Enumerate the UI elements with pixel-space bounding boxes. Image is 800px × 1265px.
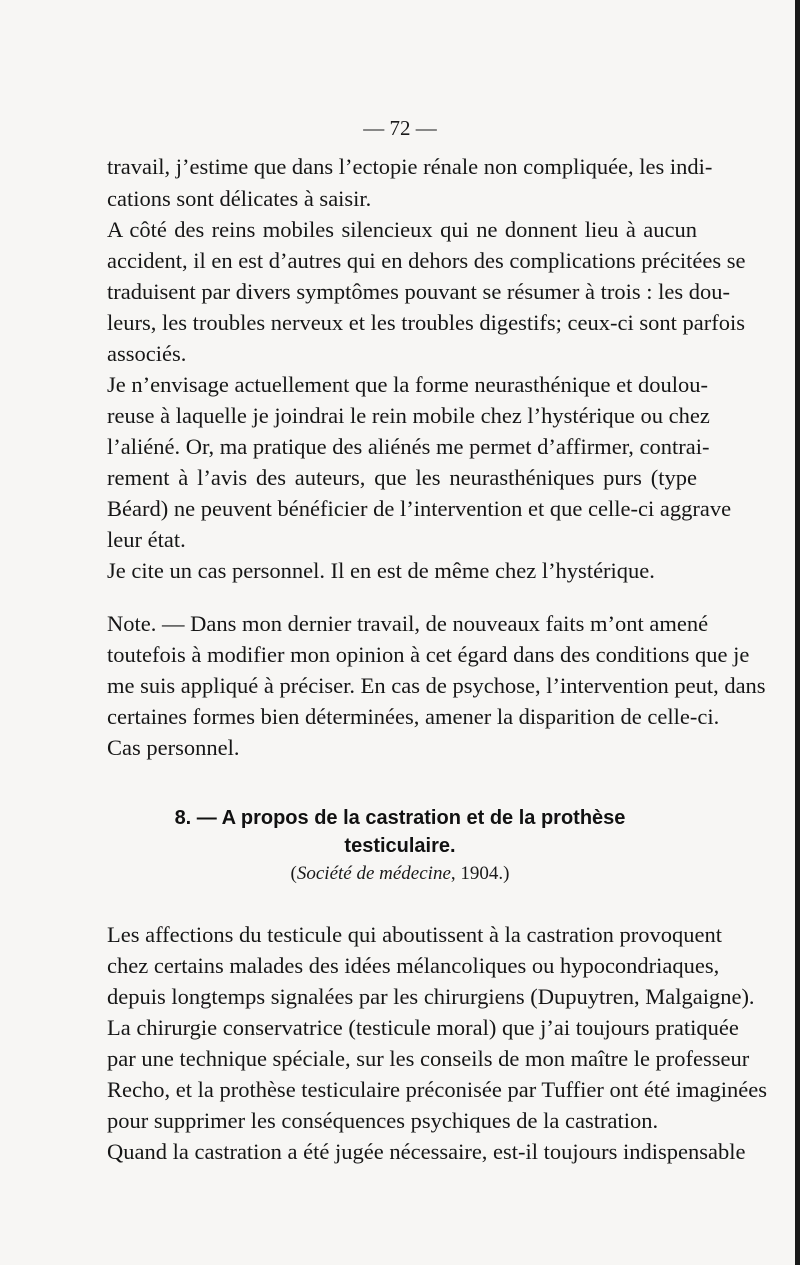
page-number: — 72 —	[363, 116, 437, 140]
text-line: Quand la castration a été jugée nécessaire, est-il toujours indispensable	[107, 1139, 746, 1164]
text-line: cations sont délicates à saisir.	[107, 186, 372, 211]
heading-line: 8. — A propos de la castration et de la prothèse	[174, 807, 626, 829]
text-line: Note. — Dans mon dernier travail, de nouveaux faits m’ont amené	[107, 611, 709, 636]
page-edge-shadow	[795, 0, 800, 1265]
text-line: me suis appliqué à préciser. En cas de psychose, l’intervention peut, dans	[107, 673, 766, 698]
text-line: depuis longtemps signalées par les chirurgiens (Dupuytren, Malgaigne).	[107, 984, 755, 1009]
source-society: Société de médecine	[296, 863, 451, 884]
source-year: , 1904.	[450, 863, 504, 884]
text-line: accident, il en est d’autres qui en dehors des complications précitées se	[107, 248, 746, 273]
text-line: associés.	[107, 341, 187, 366]
section-8-source: (Société de médecine, 1904.)	[290, 863, 510, 884]
text-line: Je cite un cas personnel. Il en est de même chez l’hystérique.	[107, 558, 655, 583]
text-line: chez certains malades des idées mélancoliques ou hypocondriaques,	[107, 953, 720, 978]
text-line: leurs, les troubles nerveux et les troubles digestifs; ceux-ci sont parfois	[107, 310, 745, 335]
text-line: reuse à laquelle je joindrai le rein mobile chez l’hystérique ou chez	[107, 403, 710, 428]
text-line: rement à l’avis des auteurs, que les neurasthéniques purs (type	[107, 465, 697, 490]
text-line: l’aliéné. Or, ma pratique des aliénés me permet d’affirmer, contrai-	[107, 434, 710, 459]
text-line: Recho, et la prothèse testiculaire préconisée par Tuffier ont été imaginées	[107, 1077, 767, 1102]
text-line: A côté des reins mobiles silencieux qui ne donnent lieu à aucun	[107, 217, 697, 242]
text-line: leur état.	[107, 527, 186, 552]
text-line: Béard) ne peuvent bénéficier de l’intervention et que celle-ci aggrave	[107, 496, 732, 521]
text-line: Cas personnel.	[107, 735, 240, 760]
text-line: La chirurgie conservatrice (testicule moral) que j’ai toujours pratiquée	[107, 1015, 739, 1040]
heading-line: testiculaire.	[344, 835, 456, 857]
text-line: Je n’envisage actuellement que la forme neurasthénique et doulou-	[107, 372, 709, 397]
text-line: pour supprimer les conséquences psychiques de la castration.	[107, 1108, 659, 1133]
text-line: par une technique spéciale, sur les conseils de mon maître le professeur	[107, 1046, 750, 1071]
text-line: travail, j’estime que dans l’ectopie rénale non compliquée, les indi-	[107, 154, 713, 179]
text-line: Les affections du testicule qui aboutissent à la castration provoquent	[107, 922, 723, 947]
text-line: toutefois à modifier mon opinion à cet égard dans des conditions que je	[107, 642, 750, 667]
text-line: traduisent par divers symptômes pouvant se résumer à trois : les dou-	[107, 279, 730, 304]
section-8-heading	[100, 804, 700, 860]
text-line: certaines formes bien déterminées, amener la disparition de celle-ci.	[107, 704, 720, 729]
